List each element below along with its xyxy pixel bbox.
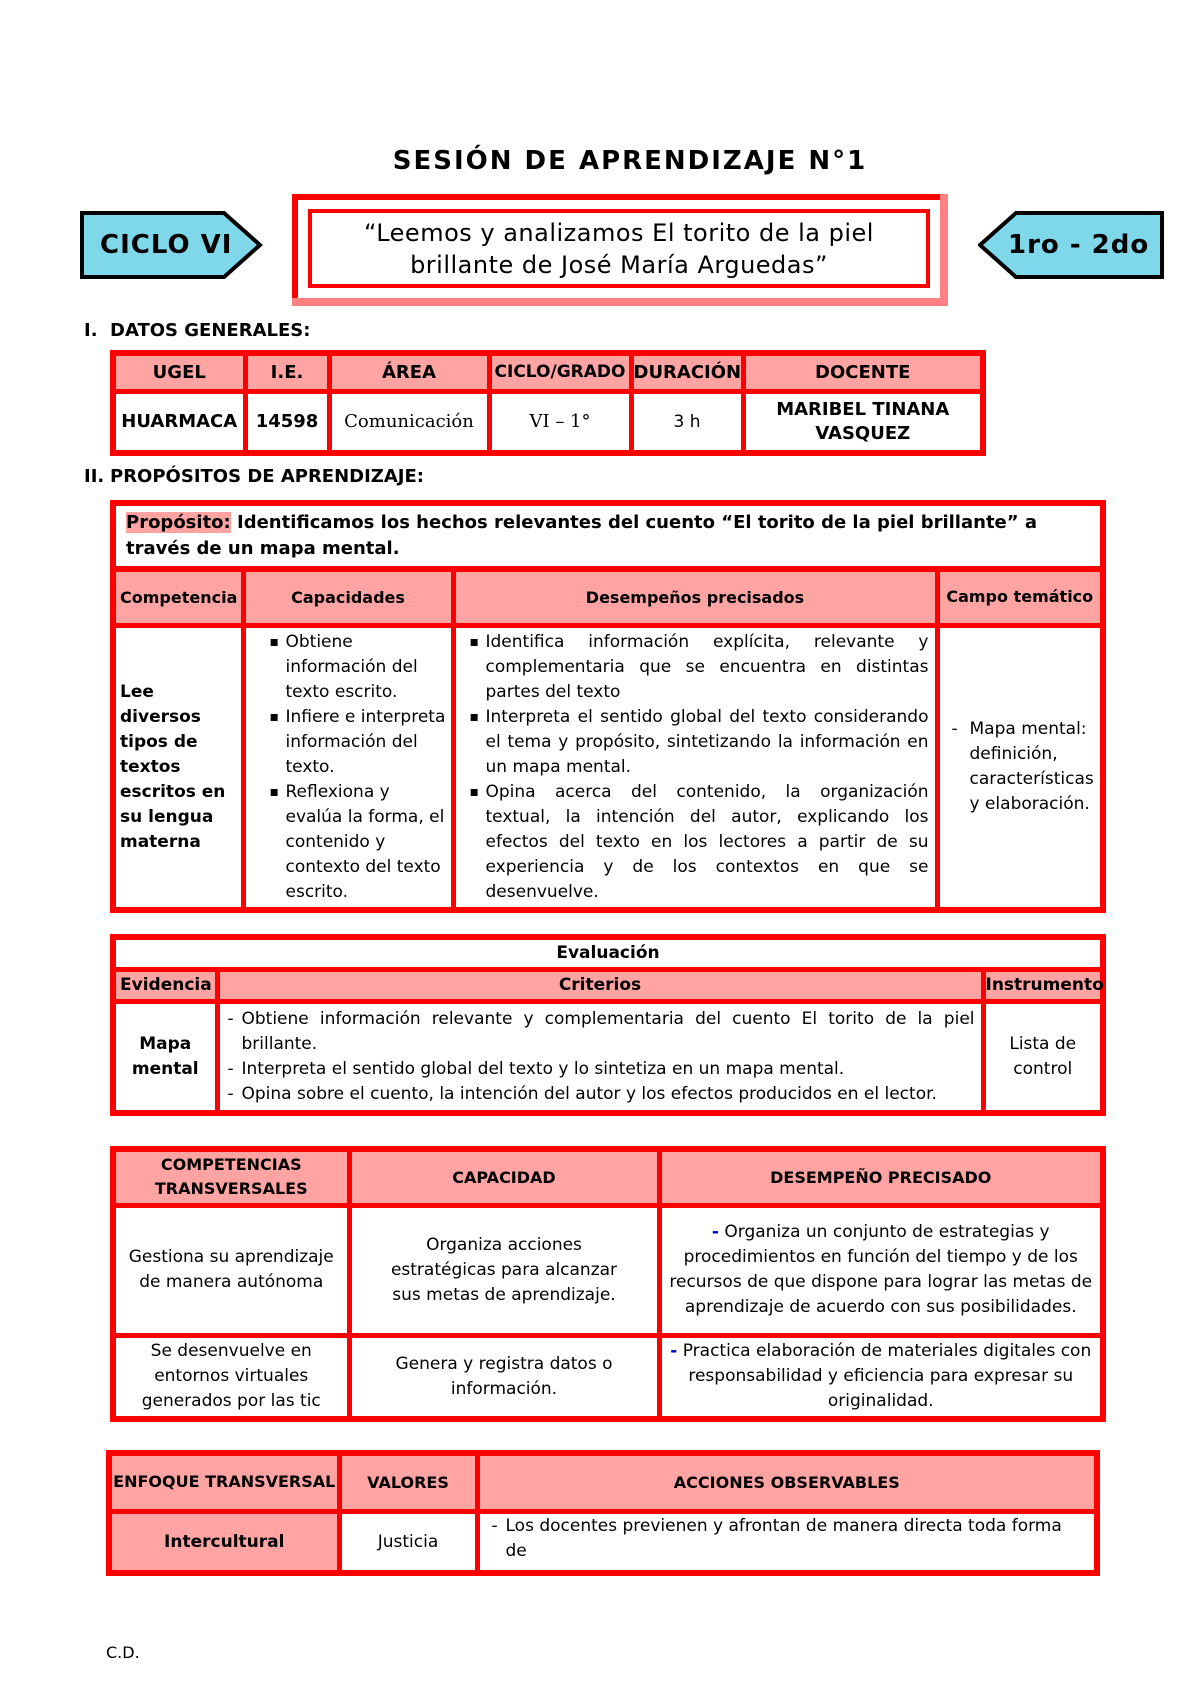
header-competencia: Competencia: [113, 569, 243, 625]
header-ugel: UGEL: [113, 353, 245, 391]
section-number: II.: [84, 466, 105, 487]
capacidad-item: ▪ Infiere e interpreta información del texto.: [268, 705, 447, 780]
evaluacion-title: Evaluación: [113, 937, 1103, 969]
campo-item: - Mapa mental: definición, características y elaboración.: [950, 717, 1095, 817]
grado-badge: [978, 211, 1164, 279]
enfoque-cell: Intercultural: [109, 1511, 339, 1573]
page-title: SESIÓN DE APRENDIZAJE N°1: [392, 146, 868, 176]
header-desempeno-precisado: DESEMPEÑO PRECISADO: [659, 1149, 1103, 1205]
header-evidencia: Evidencia: [113, 969, 217, 1001]
proposito-label: Propósito:: [126, 512, 231, 533]
section-title: DATOS GENERALES:: [110, 320, 311, 341]
transversales-table: [110, 1146, 1106, 1422]
competencia-cell: Lee diversos tipos de textos escritos en su lengua materna: [113, 625, 243, 910]
header-capacidad: CAPACIDAD: [349, 1149, 659, 1205]
evidencia-cell: Mapa mental: [113, 1001, 217, 1113]
value-ciclo-grado: VI – 1°: [489, 391, 631, 453]
instrumento-cell: Lista de control: [983, 1001, 1103, 1113]
accion-cell: [477, 1511, 1097, 1573]
proposito-text: Identificamos los hechos relevantes del cuento “El torito de la piel brillante” a través de un mapa mental.: [126, 512, 1037, 559]
header-docente: DOCENTE: [743, 353, 983, 391]
desempeno-item: ▪ Interpreta el sentido global del texto considerando el tema y propósito, sintetizando la información en un mapa mental.: [468, 705, 929, 780]
header-capacidades: Capacidades: [243, 569, 453, 625]
header-campo-tematico: Campo temático: [937, 569, 1103, 625]
transversal-desempeno: [659, 1335, 1103, 1419]
section-propositos-heading: [84, 466, 424, 487]
criterio-item: - Opina sobre el cuento, la intención del autor y los efectos producidos en el lector.: [226, 1082, 975, 1107]
transversal-capacidad: Genera y registra datos o información.: [349, 1335, 659, 1419]
criterios-cell: [217, 1001, 983, 1113]
transversal-desempeno-text: Practica elaboración de materiales digitales con responsabilidad y eficiencia para expresar su originalidad.: [682, 1341, 1092, 1412]
capacidades-cell: [243, 625, 453, 910]
dash-bullet: -: [711, 1222, 719, 1242]
header-valores: VALORES: [339, 1453, 477, 1511]
transversal-competencia: Gestiona su aprendizaje de manera autónoma: [113, 1205, 349, 1335]
header-enfoque-transversal: ENFOQUE TRANSVERSAL: [109, 1453, 339, 1511]
header-instrumento: Instrumento: [983, 969, 1103, 1001]
value-ie: 14598: [245, 391, 329, 453]
datos-generales-table: [110, 350, 986, 456]
header-competencias-transversales: COMPETENCIAS TRANSVERSALES: [113, 1149, 349, 1205]
ciclo-badge: [80, 211, 264, 279]
section-number: I.: [84, 320, 98, 341]
session-theme: “Leemos y analizamos El torito de la piel brillante de José María Arguedas”: [364, 218, 874, 279]
header-desempenos: Desempeños precisados: [453, 569, 937, 625]
value-ugel: HUARMACA: [113, 391, 245, 453]
grado-label: 1ro - 2do: [1008, 230, 1150, 260]
header-ie: I.E.: [245, 353, 329, 391]
value-area: Comunicación: [329, 391, 489, 453]
criterio-item: - Interpreta el sentido global del texto y lo sintetiza en un mapa mental.: [226, 1057, 975, 1082]
ciclo-label: CICLO VI: [100, 230, 233, 260]
enfoque-table: [106, 1450, 1100, 1576]
section-title: PROPÓSITOS DE APRENDIZAJE:: [110, 466, 424, 487]
transversal-desempeno: [659, 1205, 1103, 1335]
criterio-item: - Obtiene información relevante y complementaria del cuento El torito de la piel brillante.: [226, 1007, 975, 1057]
value-docente: MARIBEL TINANA VASQUEZ: [743, 391, 983, 453]
desempeno-item: ▪ Opina acerca del contenido, la organización textual, la intención del autor, explicando los efectos del texto en los lectores a partir de su experiencia y de los contextos en que se desenvuelve.: [468, 780, 929, 905]
desempeno-item: ▪ Identifica información explícita, relevante y complementaria que se encuentra en distintas partes del texto: [468, 630, 929, 705]
header-duracion: DURACIÓN: [631, 353, 743, 391]
valor-cell: Justicia: [339, 1511, 477, 1573]
header-ciclo-grado: CICLO/GRADO: [489, 353, 631, 391]
dash-bullet: -: [670, 1341, 678, 1362]
header-acciones-observables: ACCIONES OBSERVABLES: [477, 1453, 1097, 1511]
value-duracion: 3 h: [631, 391, 743, 453]
transversal-desempeno-text: Organiza un conjunto de estrategias y procedimientos en función del tiempo y de los recursos de que dispone para lograr las metas de aprendizaje de acuerdo con sus posibilidades.: [669, 1222, 1093, 1317]
header-area: ÁREA: [329, 353, 489, 391]
campo-cell: [937, 625, 1103, 910]
capacidad-item: ▪ Obtiene información del texto escrito.: [268, 630, 447, 705]
desempenos-cell: [453, 625, 937, 910]
accion-item: - Los docentes previenen y afrontan de manera directa toda forma de: [490, 1514, 1089, 1564]
footer-initials: C.D.: [106, 1643, 140, 1662]
section-datos-heading: [84, 320, 310, 341]
capacidad-item: ▪ Reflexiona y evalúa la forma, el contenido y contexto del texto escrito.: [268, 780, 447, 905]
propositos-table: [110, 500, 1106, 913]
proposito-row: [113, 503, 1103, 569]
evaluacion-table: [110, 934, 1106, 1116]
transversal-competencia: Se desenvuelve en entornos virtuales generados por las tic: [113, 1335, 349, 1419]
header-criterios: Criterios: [217, 969, 983, 1001]
session-theme-box: [292, 194, 948, 306]
transversal-capacidad: Organiza acciones estratégicas para alcanzar sus metas de aprendizaje.: [349, 1205, 659, 1335]
